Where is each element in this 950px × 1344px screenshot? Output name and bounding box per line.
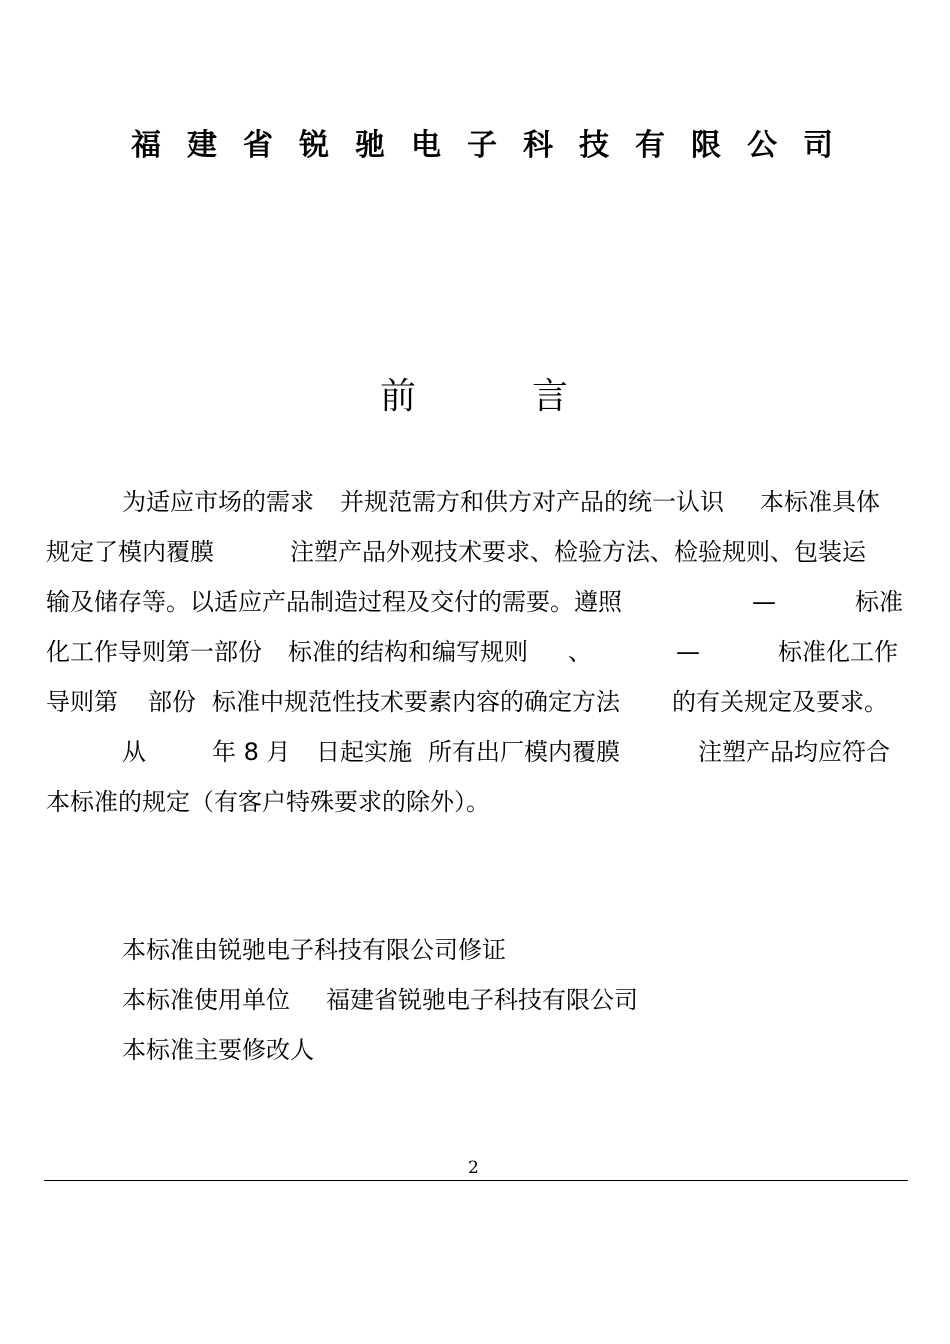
text-segment: 本标准具体	[760, 488, 880, 516]
text-segment: 注塑产品外观技术要求、检验方法、检验规则、包装运	[290, 538, 866, 566]
text-segment: 输及储存等。以适应产品制造过程及交付的需要。遵照	[46, 588, 622, 616]
text-segment: 标准中规范性技术要素内容的确定方法	[212, 688, 620, 716]
text-segment: 导则第	[46, 688, 118, 716]
text-segment: 部份	[148, 688, 196, 716]
text-segment: 的有关规定及要求。	[672, 688, 888, 716]
text-segment: 从	[122, 738, 146, 766]
text-segment: 标准化工作	[778, 638, 898, 666]
text-segment: 为适应市场的需求	[122, 488, 314, 516]
company-title: 福建省锐驰电子科技有限公司	[131, 128, 859, 163]
text-segment: 日起实施	[316, 738, 412, 766]
text-segment: —	[676, 638, 700, 666]
footer-divider	[44, 1180, 908, 1181]
modifier-label: 本标准主要修改人	[122, 1036, 314, 1064]
text-segment: 年 8 月	[212, 738, 291, 766]
text-segment: 化工作导则第一部份	[46, 638, 262, 666]
text-segment: 规定了模内覆膜	[46, 538, 214, 566]
text-segment: —	[752, 588, 776, 616]
section-title-char-1: 前	[380, 376, 417, 417]
text-segment: 本标准的规定（有客户特殊要求的除外）。	[46, 788, 490, 816]
revised-by-text: 本标准由锐驰电子科技有限公司修证	[122, 936, 506, 964]
section-title	[380, 368, 568, 419]
text-segment: 注塑产品均应符合	[698, 738, 890, 766]
text-segment: 并规范需方和供方对产品的统一认识	[340, 488, 724, 516]
text-segment: 所有出厂模内覆膜	[428, 738, 620, 766]
text-segment: 、	[568, 638, 592, 666]
section-title-char-2: 言	[532, 376, 569, 417]
page-number: 2	[468, 1158, 479, 1178]
text-segment: 标准的结构和编写规则	[288, 638, 528, 666]
user-unit-label: 本标准使用单位	[122, 986, 290, 1014]
user-unit-value: 福建省锐驰电子科技有限公司	[326, 986, 638, 1014]
text-segment: 标准	[855, 588, 903, 616]
